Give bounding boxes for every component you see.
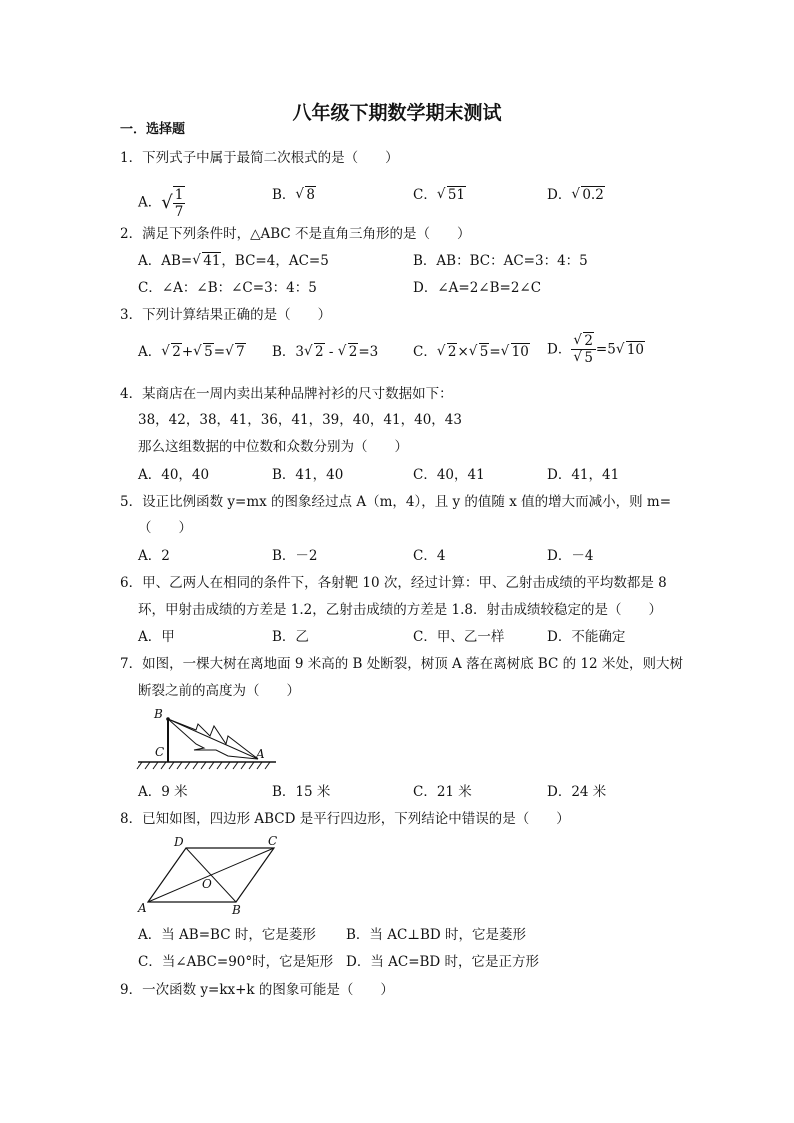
q7-stem: 7．如图，一棵大树在离地面 9 米高的 B 处断裂，树顶 A 落在离树底 BC 的 12 米处，则大树 — [120, 656, 683, 672]
q4-data: 38，42，38，41，36，41，39，40，41，40，43 — [138, 412, 462, 428]
label-c: C — [155, 745, 165, 759]
q5-option-c: C．4 — [413, 548, 446, 564]
q8-option-b: B．当 AC⊥BD 时，它是菱形 — [346, 927, 527, 943]
q8-option-a: A．当 AB=BC 时，它是菱形 — [138, 927, 316, 943]
q4-option-a: A．40，40 — [138, 467, 210, 483]
q5-option-d: D．－4 — [547, 548, 594, 564]
q2-option-a: A．AB=√ 41，BC=4，AC=5 — [138, 252, 329, 270]
q3-option-d: D． √ 2 √ 5 =5√ 10 — [547, 333, 645, 366]
q8-stem: 8．已知如图，四边形 ABCD 是平行四边形，下列结论中错误的是（ ） — [120, 811, 570, 827]
q6-option-a: A．甲 — [138, 629, 175, 645]
q2-option-b: B．AB：BC：AC=3：4：5 — [413, 253, 588, 269]
q6-option-b: B．乙 — [272, 629, 309, 645]
fallen-trunk — [168, 719, 258, 759]
q2-stem: 2．满足下列条件时，△ABC 不是直角三角形的是（ ） — [120, 226, 471, 242]
q3-option-b: B．3√ 2 - √ 2=3 — [272, 343, 378, 361]
diagonal-bd — [186, 848, 236, 902]
label-b: B — [232, 903, 241, 917]
q5-stem-cont: （ ） — [138, 520, 192, 536]
q5-option-a: A．2 — [138, 548, 170, 564]
label-a: A — [138, 901, 147, 915]
q5-option-b: B．－2 — [272, 548, 318, 564]
q1-option-a: A．√ $\frac{1}{7}$ — [138, 187, 184, 220]
q3-option-a: A．√ 2+√ 5=√ 7 — [138, 343, 246, 361]
q1-stem: 1．下列式子中属于最简二次根式的是（ ） — [120, 150, 399, 166]
q4-option-d: D．41，41 — [547, 467, 620, 483]
q4-stem: 4．某商店在一周内卖出某种品牌衬衫的尺寸数据如下： — [120, 386, 453, 402]
q8-option-d: D．当 AC=BD 时，它是正方形 — [346, 954, 540, 970]
q8-parallelogram-figure — [134, 834, 284, 918]
q7-option-b: B．15 米 — [272, 784, 331, 800]
q2-option-d: D．∠A=2∠B=2∠C — [413, 280, 542, 296]
ground-hatching — [137, 762, 270, 769]
page-title: 八年级下期数学期末测试 — [292, 102, 502, 124]
q3-stem: 3．下列计算结果正确的是（ ） — [120, 307, 332, 323]
label-a: A — [256, 747, 265, 761]
label-b: B — [154, 707, 163, 721]
q1-option-b: B．√ 8 — [272, 186, 316, 204]
q7-stem-cont: 断裂之前的高度为（ ） — [138, 683, 300, 699]
q3-option-c: C．√ 2×√ 5=√ 10 — [413, 343, 530, 361]
q7-option-c: C．21 米 — [413, 784, 472, 800]
q4-option-b: B．41，40 — [272, 467, 344, 483]
q6-option-d: D．不能确定 — [547, 629, 626, 645]
q7-broken-tree-figure — [136, 704, 286, 772]
q7-option-a: A．9 米 — [138, 784, 188, 800]
q4-option-c: C．40，41 — [413, 467, 485, 483]
q6-stem-cont: 环，甲射击成绩的方差是 1.2，乙射击成绩的方差是 1.8．射击成绩较稳定的是（ ） — [138, 602, 663, 618]
label-o: O — [202, 877, 212, 891]
label-c: C — [268, 834, 278, 848]
q1-option-d: D．√ 0.2 — [547, 186, 605, 204]
q6-option-c: C．甲、乙一样 — [413, 629, 505, 645]
q1-option-c: C．√ 51 — [413, 186, 466, 204]
q9-stem: 9．一次函数 y=kx+k 的图象可能是（ ） — [120, 982, 394, 998]
section-heading: 一．选择题 — [120, 122, 186, 137]
label-d: D — [174, 835, 184, 849]
q7-option-d: D．24 米 — [547, 784, 607, 800]
q6-stem: 6．甲、乙两人在相同的条件下，各射靶 10 次，经过计算：甲、乙射击成绩的平均数都是 8 — [120, 575, 667, 591]
q8-option-c: C．当∠ABC=90°时，它是矩形 — [138, 954, 334, 970]
q2-option-c: C．∠A：∠B：∠C=3：4：5 — [138, 280, 317, 296]
q4-question: 那么这组数据的中位数和众数分别为（ ） — [138, 439, 408, 455]
q5-stem: 5．设正比例函数 y=mx 的图象经过点 A（m，4），且 y 的值随 x 值的增大而减小，则 m= — [120, 494, 672, 510]
